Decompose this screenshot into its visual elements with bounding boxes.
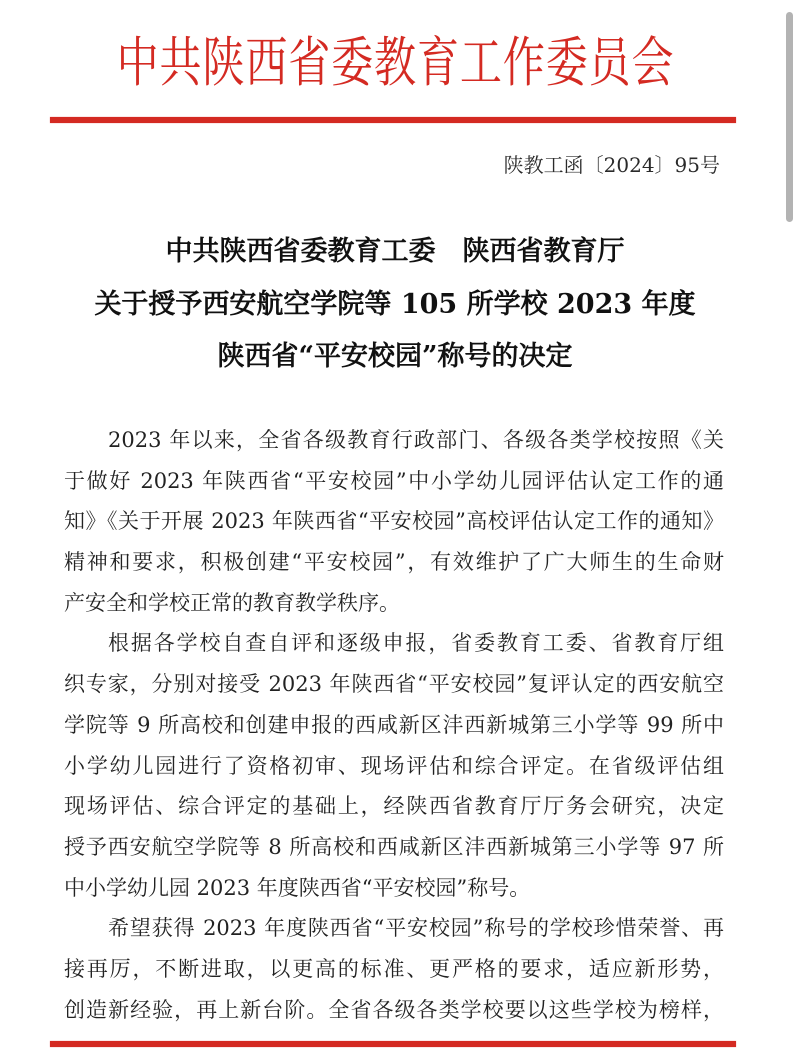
vertical-scrollbar[interactable] bbox=[784, 0, 794, 1064]
body-line: 创造新经验，再上新台阶。全省各级各类学校要以这些学校为榜样， bbox=[64, 997, 724, 1022]
document-number: 陕教工函〔2024〕95号 bbox=[503, 153, 720, 177]
heading-line-1: 中共陕西省委教育工委 陕西省教育厅 bbox=[165, 236, 625, 267]
paragraph-2 bbox=[64, 623, 724, 908]
footer-red-rule bbox=[50, 1041, 736, 1047]
body-line: 接再厉，不断进取，以更高的标准、更严格的要求，适应新形势， bbox=[64, 956, 724, 981]
scrollbar-thumb[interactable] bbox=[786, 12, 793, 222]
body-line: 产安全和学校正常的教育教学秩序。 bbox=[64, 590, 400, 615]
heading-line-2: 关于授予西安航空学院等 105 所学校 2023 年度 bbox=[94, 288, 696, 320]
issuing-organization-title bbox=[0, 28, 790, 98]
body-line: 知》《关于开展 2023 年陕西省“平安校园”高校评估认定工作的通知》 bbox=[64, 509, 724, 534]
body-line: 中小学幼儿园 2023 年度陕西省“平安校园”称号。 bbox=[64, 875, 531, 900]
body-line: 精神和要求，积极创建“平安校园”，有效维护了广大师生的生命财 bbox=[64, 550, 724, 575]
paragraph-3 bbox=[64, 908, 724, 1030]
body-line: 2023 年以来，全省各级教育行政部门、各级各类学校按照《关 bbox=[108, 428, 724, 452]
body-line: 小学幼儿园进行了资格初审、现场评估和综合评定。在省级评估组 bbox=[64, 753, 724, 778]
body-line: 希望获得 2023 年度陕西省“平安校园”称号的学校珍惜荣誉、再 bbox=[108, 916, 724, 941]
body-line: 于做好 2023 年陕西省“平安校园”中小学幼儿园评估认定工作的通 bbox=[64, 468, 724, 493]
org-title-text: 中共陕西省委教育工作委员会 bbox=[116, 31, 674, 94]
body-line: 织专家，分别对接受 2023 年陕西省“平安校园”复评认定的西安航空 bbox=[64, 672, 724, 697]
document-heading bbox=[0, 226, 790, 384]
body-line: 现场评估、综合评定的基础上，经陕西省教育厅厅务会研究，决定 bbox=[64, 794, 724, 819]
heading-line-3: 陕西省“平安校园”称号的决定 bbox=[217, 341, 573, 372]
header-red-rule bbox=[50, 117, 736, 123]
body-line: 学院等 9 所高校和创建申报的西咸新区沣西新城第三小学等 99 所中 bbox=[64, 712, 724, 737]
body-line: 根据各学校自查自评和逐级申报，省委教育工委、省教育厅组 bbox=[108, 631, 724, 656]
paragraph-1 bbox=[64, 420, 724, 623]
body-line: 授予西安航空学院等 8 所高校和西咸新区沣西新城第三小学等 97 所 bbox=[64, 834, 724, 859]
document-body bbox=[64, 420, 724, 1030]
